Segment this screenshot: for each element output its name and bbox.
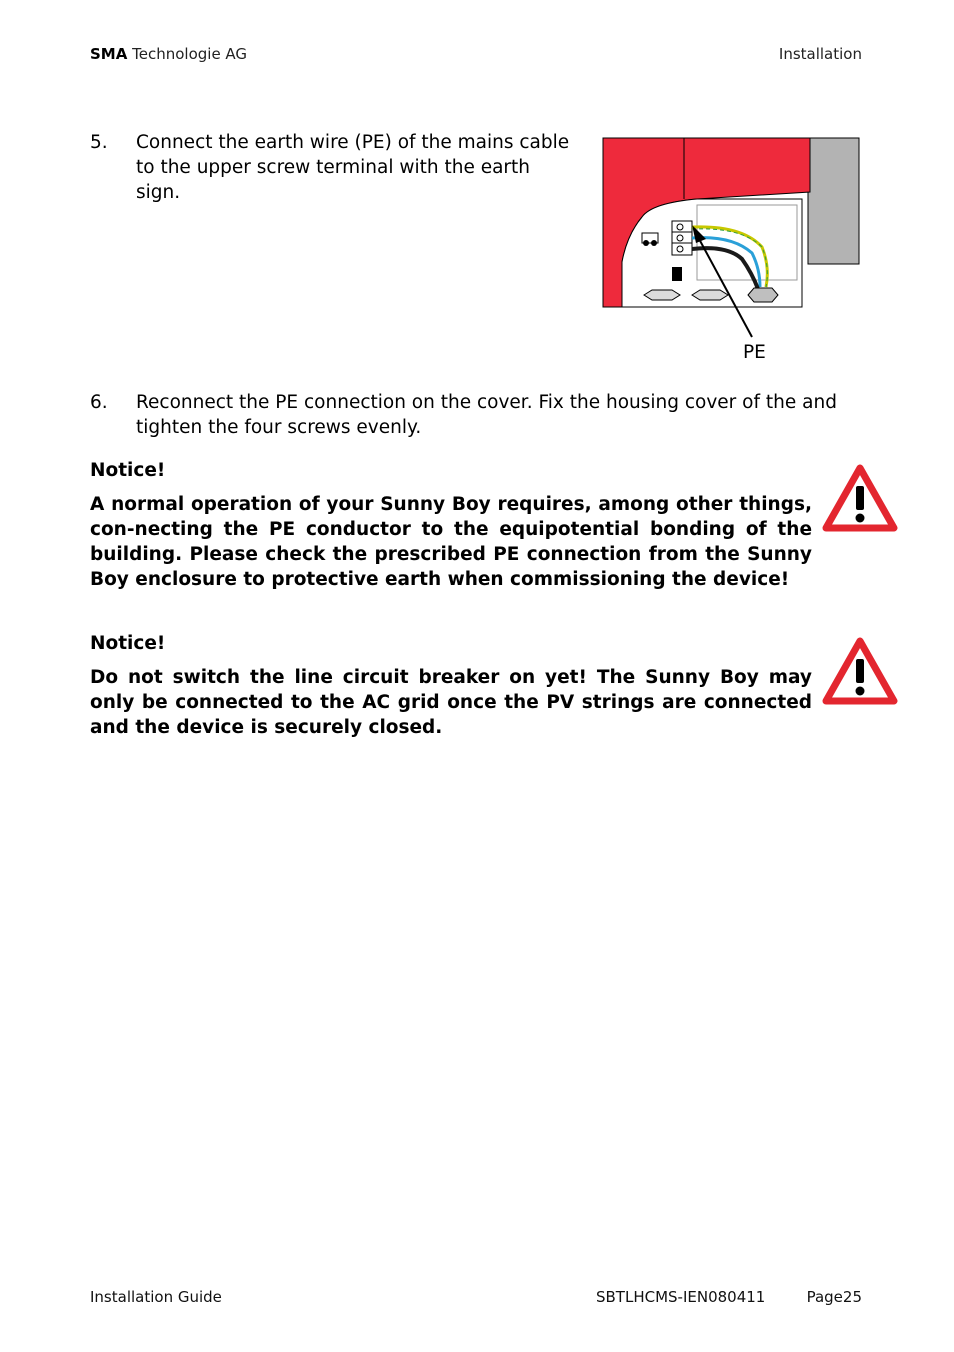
terminal-illustration (602, 137, 862, 367)
notice-title: Notice! (90, 460, 166, 481)
header-company (90, 45, 247, 63)
header-section: Installation (778, 45, 862, 63)
pe-callout-label: PE (743, 342, 766, 363)
footer-doc-code: SBTLHCMS-IEN080411 (596, 1288, 766, 1306)
footer-doc-title: Installation Guide (90, 1288, 222, 1306)
notice-body: Do not switch the line circuit breaker on yet! The Sunny Boy may only be connected to the AC grid once the PV strings are connected and the device is securely closed. (90, 667, 812, 738)
notice-title: Notice! (90, 633, 166, 654)
warning-triangle-icon (822, 464, 898, 534)
terminal-block (672, 221, 692, 255)
warning-triangle-icon (822, 637, 898, 707)
footer-page-number: Page25 (806, 1288, 862, 1306)
step-number: 5. (90, 132, 108, 153)
step-number: 6. (90, 392, 108, 413)
step-text: Reconnect the PE connection on the cover. Fix the housing cover of the and tighten the four screws evenly. (136, 392, 837, 438)
gray-side-panel (808, 138, 859, 264)
pe-terminal-figure (602, 137, 862, 367)
notice-body: A normal operation of your Sunny Boy requires, among other things, con-necting the PE conductor to the equipotential bonding of the building. Please check the prescribed PE connection from the Sunny Boy enclosure to protective earth when commissioning the device! (90, 494, 812, 590)
status-element (672, 267, 682, 281)
step-5 (90, 130, 570, 203)
company-name-rest: Technologie AG (132, 45, 248, 63)
step-text: Connect the earth wire (PE) of the mains cable to the upper screw terminal with the earth sign. (136, 132, 570, 203)
step-6 (90, 390, 865, 445)
company-name-bold: SMA (90, 45, 128, 63)
